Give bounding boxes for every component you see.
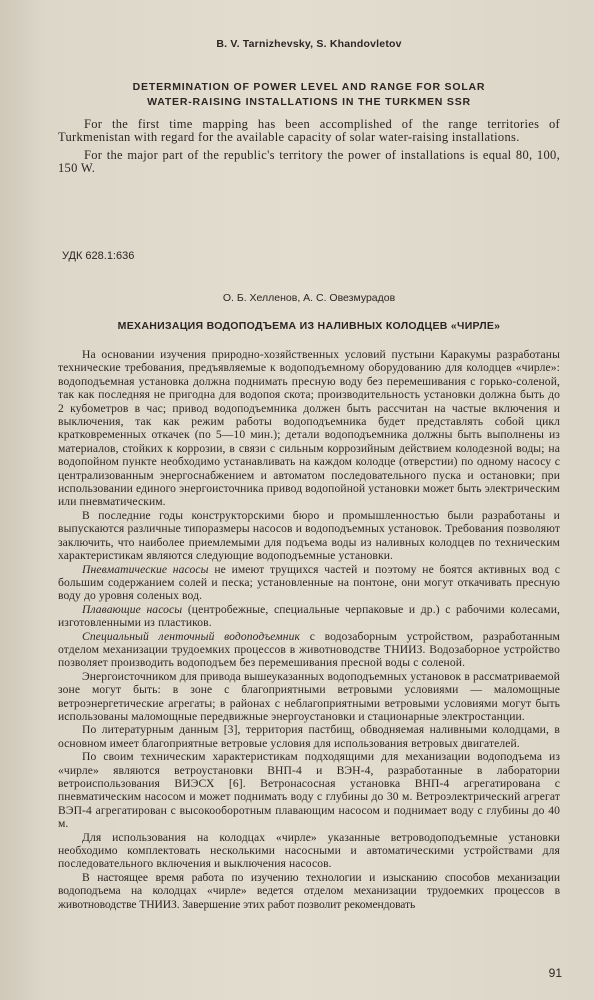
body-paragraph-2: В последние годы конструкторскими бюро и промышленностью были разработаны и выпускаются различные типоразмеры насосов и водоподъемных установок. Требования позволяют заключить, что наиболее приемлемыми для подъема воды из наливных колодцев по техническим характеристикам являются следующие водоподъемные установки.: [58, 508, 560, 563]
russian-article-body: [58, 348, 560, 911]
text-belt-lifter: с водозаборным устройством, разработанным отделом механизации трудоемких процессов в животноводстве ТНИИЗ. Водозаборное устройство позволяет производить водоподъем без перемешивания пресной воды с соленой.: [58, 629, 560, 670]
russian-authors: О. Б. Хелленов, А. С. Овезмурадов: [222, 292, 396, 304]
udc-code: УДК 628.1:636: [62, 250, 135, 262]
body-paragraph-1: На основании изучения природно-хозяйственных условий пустыни Каракумы разработаны технические требования, предъявляемые к водоподъемному оборудованию для колодцев «чирле»: водоподъемная установка должна поднимать пресную воду без перемешивания с горько-соленой, так как последняя не пригодна для водопоя скота; производительность установки должна быть до 2 кубометров в час; привод водоподъемника должен быть рассчитан на частые включения и выключения, так как режим работы водоподъемника будет представлять собой цикл кратковременных откачек (по 5—10 мин.); детали водоподъемника должны быть выполнены из материалов, стойких к коррозии, в связи с сильным коррозийным действием колодезной воды; на водопойном пункте необходимо устанавливать на каждом колодце (отверстии) по одному насосу с централизованным энергоснабжением и автоматом последовательного пуска и остановки; при использовании единого энергоисточника привод водопойной установки может быть электрическим или пневматическим.: [58, 348, 560, 509]
russian-title: МЕХАНИЗАЦИЯ ВОДОПОДЪЕМА ИЗ НАЛИВНЫХ КОЛОДЦЕВ «ЧИРЛЕ»: [117, 320, 501, 332]
term-belt-lifter: Специальный ленточный водоподъемник: [82, 629, 301, 643]
text-pneumatic-pumps: не имеют трущихся частей и поэтому не боятся активных вод с большим содержанием солей и песка; установленные на понтоне, они могут откачивать пресную воду до уровня соленых вод.: [58, 562, 560, 603]
body-paragraph-literature: По литературным данным [3], территория пастбищ, обводняемая наливными колодцами, в основном имеет благоприятные ветровые условия для использования ветровых двигателей.: [58, 723, 560, 750]
text-floating-pumps: (центробежные, специальные черпаковые и др.) с рабочими колесами, изготовленными из пластиков.: [58, 602, 561, 630]
english-title-line-1: DETERMINATION OF POWER LEVEL AND RANGE FOR SOLAR: [132, 81, 486, 93]
body-paragraph-energy: Энергоисточником для привода вышеуказанных водоподъемных установок в рассматриваемой зоне могут быть: в зоне с благоприятными ветровыми условиями — маломощные ветроэнергетические агрегаты; в районах с неблагоприятными ветровыми условиями могут быть использованы маломощные передвижные энергоустановки и стационарные электростанции.: [58, 669, 560, 723]
body-paragraph-wind-units: По своим техническим характеристикам подходящими для механизации водоподъема из «чирле» являются ветроустановки ВНП-4 и ВЭН-4, разработанные в лаборатории ветроиспользования ВИЭСХ [6]. Ветронасосная установка ВНП-4 агрегатирована с пневматическим насосом и может поднимать воду с глубины до 30 м. Ветроэлектрический агрегат ВЭП-4 агрегатирован с высокооборотным плавающим насосом и поднимает воду с глубины до 40 м.: [58, 750, 560, 831]
english-title-line-2: WATER-RAISING INSTALLATIONS IN THE TURKMEN SSR: [147, 96, 471, 108]
english-title: [58, 80, 560, 110]
term-pneumatic-pumps: Пневматические насосы: [82, 562, 209, 576]
body-paragraph-current-work: В настоящее время работа по изучению технологии и изысканию способов механизации водоподъема на колодцах «чирле» ведется отделом механизации трудоемких процессов в животноводстве ТНИИЗ. Завершение этих работ позволит рекомендовать: [58, 870, 560, 911]
english-abstract: [58, 118, 560, 174]
page-number: 91: [548, 966, 562, 980]
body-paragraph-pneumatic: [58, 563, 560, 603]
english-abstract-paragraph-2: For the major part of the republic's territory the power of installations is equal 80, 100, 150 W.: [58, 148, 560, 175]
english-abstract-paragraph-1: For the first time mapping has been accomplished of the range territories of Turkmenistan with regard for the available capacity of solar water-raising installations.: [58, 117, 560, 144]
english-authors: B. V. Tarnizhevsky, S. Khandovletov: [216, 38, 402, 50]
body-paragraph-belt: [58, 630, 560, 670]
body-paragraph-usage: Для использования на колодцах «чирле» указанные ветроводоподъемные установки необходимо комплектовать несколькими насосными и автоматическими устройствами для последовательного включения и выключения насосов.: [58, 830, 560, 871]
body-paragraph-floating: [58, 603, 560, 630]
term-floating-pumps: Плавающие насосы: [82, 602, 183, 616]
